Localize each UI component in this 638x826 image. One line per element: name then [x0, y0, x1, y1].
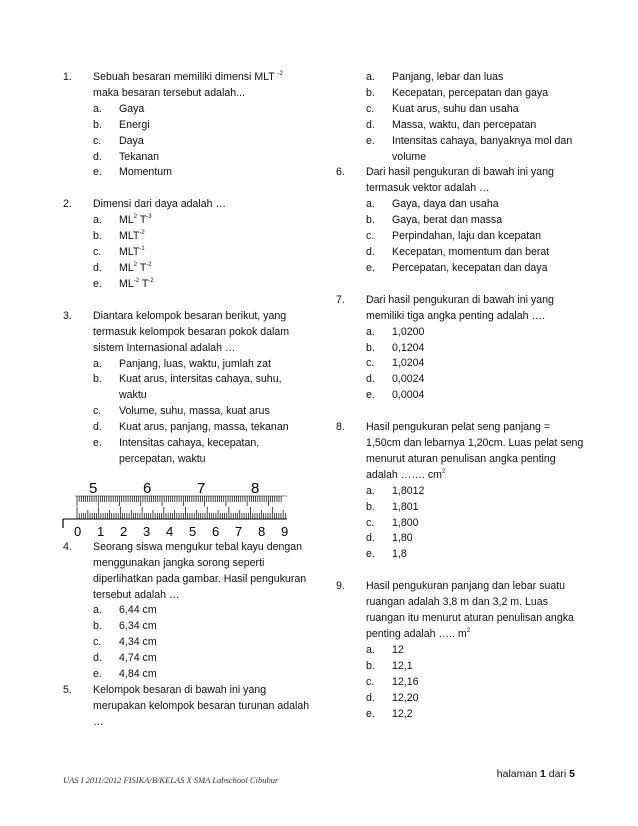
question-5-option-list [336, 70, 586, 165]
main-scale-label: 1 [97, 523, 105, 539]
main-scale-label: 7 [235, 523, 243, 539]
option-c: c. Volume, suhu, massa, kuat arus [93, 405, 270, 418]
option-c: c. 1,0204 [366, 357, 425, 370]
option-e: e. 1,8 [366, 548, 407, 561]
option-list [93, 357, 311, 468]
main-scale-label: 9 [281, 523, 289, 539]
main-scale-label: 0 [74, 523, 82, 539]
vernier-scale-label: 5 [89, 479, 98, 497]
question-number: 9. [336, 580, 345, 593]
question-number: 3. [63, 309, 72, 322]
option-a: a. Gaya [93, 102, 145, 115]
main-scale-label: 8 [258, 523, 266, 539]
option-d: d. 0,0024 [366, 373, 425, 386]
option-d: d. Massa, waktu, dan percepatan [366, 118, 537, 131]
option-list [366, 197, 586, 277]
superscript: 2 [466, 628, 471, 634]
option-b: b. Kecepatan, percepatan dan gaya [366, 86, 549, 99]
question-text: Diantara kelompok besaran berikut, yang termasuk kelompok besaran pokok dalam sistem Internasional adalah … [93, 309, 290, 354]
option-d: d. Kuat arus, panjang, massa, tekanan [93, 421, 289, 434]
question-text: Hasil pengukuran pelat seng panjang = 1,50cm dan lebarnya 1,20cm. Luas pelat seng menurut aturan penulisan angka penting adalah ……. $cm^2$ [366, 421, 584, 481]
option-e: e. 0,0004 [366, 389, 425, 402]
question-9 [336, 579, 586, 722]
question-number: 2. [63, 198, 72, 211]
option-list [93, 603, 311, 683]
option-b: b. 1,801 [366, 500, 419, 513]
footer-page-number: halaman 1 dari 5 [496, 768, 575, 780]
option-a: a. 6,44 cm [93, 604, 157, 617]
option-c: c. 4,34 cm [93, 636, 157, 649]
option-b: b. Gaya, berat dan massa [366, 214, 503, 227]
option-c: c. Perpindahan, laju dan kcepatan [366, 230, 542, 243]
option-a: a. 12 [366, 643, 404, 656]
vernier-scale-label: 8 [251, 479, 260, 497]
question-number: 8. [336, 421, 345, 434]
option-a: a. 1,8012 [366, 484, 425, 497]
option-b: b. Energi [93, 118, 150, 131]
option-d: d. Kecepatan, momentum dan berat [366, 245, 550, 258]
question-5 [63, 683, 311, 731]
option-a: a. 1,0200 [366, 325, 425, 338]
option-b: b. 0,1204 [366, 341, 425, 354]
option-c: c. $MLT^{-1}$ [93, 246, 145, 259]
question-number: 6. [336, 166, 345, 179]
option-b: b. 12,1 [366, 659, 413, 672]
main-scale-label: 2 [120, 523, 128, 539]
option-a: a. Gaya, daya dan usaha [366, 198, 499, 211]
option-e: e. 4,84 cm [93, 668, 157, 681]
option-c: c. Daya [93, 134, 144, 147]
question-2 [63, 197, 311, 292]
question-6 [336, 165, 586, 276]
superscript: -2 [277, 71, 283, 77]
option-d: d. $ML^2$ $T^{-2}$ [93, 261, 152, 274]
option-c: c. 12,16 [366, 675, 419, 688]
option-e: e. $ML^{-2}$ $T^{-2}$ [93, 277, 154, 290]
question-number: 4. [63, 540, 72, 553]
question-text: Seorang siswa mengukur tebal kayu dengan menggunakan jangka sorong seperti diperlihatkan pada gambar. Hasil pengukuran tersebut adalah … [93, 540, 307, 601]
option-d: d. 4,74 cm [93, 652, 157, 665]
vernier-scale-label: 7 [197, 479, 206, 497]
question-number: 7. [336, 293, 345, 306]
vernier-caliper-figure [61, 478, 291, 540]
main-scale-label: 5 [189, 523, 197, 539]
option-b: b. Kuat arus, intersitas cahaya, suhu, waktu [93, 373, 282, 402]
question-number: 5. [63, 684, 72, 696]
option-a: a. Panjang, lebar dan luas [366, 71, 504, 83]
main-scale-label: 3 [143, 523, 151, 539]
option-e: e. 12,2 [366, 707, 413, 720]
option-list [93, 213, 311, 293]
main-scale-label: 4 [166, 523, 174, 539]
footer-course-info: UAS I 2011/2012 FISIKA/B/KELAS X SMA Labschool Cibubur [63, 775, 279, 785]
option-b: b. 6,34 cm [93, 620, 157, 633]
vernier-caliper-svg [61, 478, 291, 540]
question-7 [336, 293, 586, 404]
option-e: e. Intensitas cahaya, kecepatan, percepatan, waktu [93, 437, 260, 465]
left-column [63, 70, 311, 731]
superscript: 2 [441, 468, 446, 475]
option-e: e. Percepatan, kecepatan dan daya [366, 261, 548, 274]
option-c: c. 1,800 [366, 516, 419, 529]
option-list [366, 484, 586, 564]
question-text: Hasil pengukuran panjang dan lebar suatu ruangan adalah 3,8 m dan 3,2 m. Luas ruangan itu menurut aturan penulisan angka penting adalah ….. $m^2$ [366, 580, 574, 640]
main-scale-label: 6 [212, 523, 220, 539]
option-list [93, 102, 311, 182]
question-text: Dimensi dari daya adalah … [93, 198, 227, 211]
option-e: e. Momentum [93, 166, 172, 179]
option-a: a. $ML^2$ $T^{-3}$ [93, 214, 152, 227]
question-4 [63, 540, 311, 683]
vernier-scale-label: 6 [143, 479, 152, 497]
question-text: Sebuah besaran memiliki dimensi MLT $^{-2}$ maka besaran tersebut adalah... [93, 71, 283, 99]
option-a: a. Panjang, luas, waktu, jumlah zat [93, 357, 271, 370]
option-c: c. Kuat arus, suhu dan usaha [366, 102, 519, 115]
question-8 [336, 420, 586, 563]
question-number: 1. [63, 71, 72, 83]
option-d: d. 1,80 [366, 532, 413, 545]
question-text: Kelompok besaran di bawah ini yang merupakan kelompok besaran turunan adalah … [93, 684, 310, 728]
right-column [336, 70, 586, 722]
option-b: b. $MLT^{-2}$ [93, 230, 145, 243]
option-d: d. Tekanan [93, 150, 160, 163]
option-list [366, 643, 586, 723]
question-1 [63, 70, 311, 181]
option-d: d. 12,20 [366, 691, 419, 704]
option-e: e. Intensitas cahaya, banyaknya mol dan volume [366, 134, 573, 163]
question-3 [63, 309, 311, 468]
question-text: Dari hasil pengukuran di bawah ini yang termasuk vektor adalah … [366, 166, 554, 195]
question-text: Dari hasil pengukuran di bawah ini yang memiliki tiga angka penting adalah …. [366, 293, 554, 322]
option-list [366, 325, 586, 405]
